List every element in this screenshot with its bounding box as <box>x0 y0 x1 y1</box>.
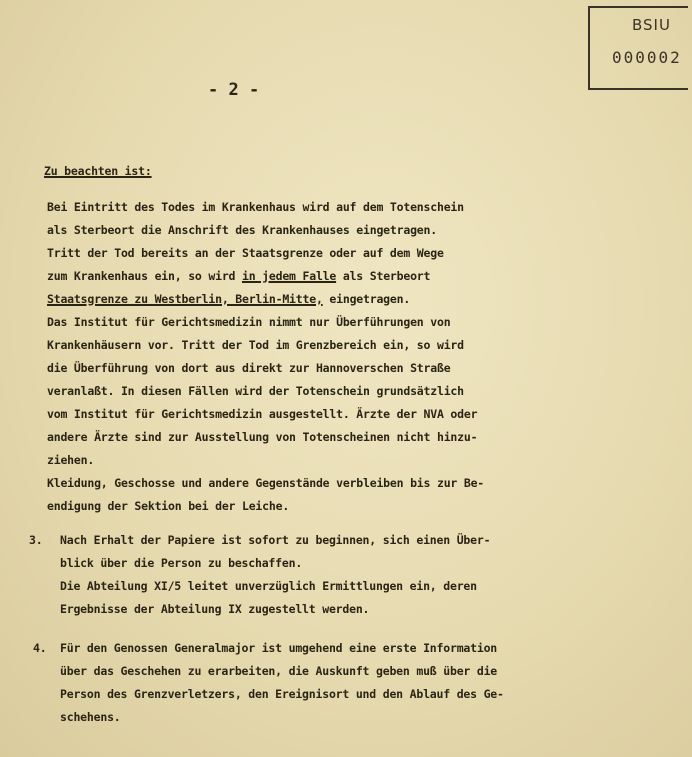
p1-line: endigung der Sektion bei der Leiche. <box>47 499 290 513</box>
p1-line <box>47 269 430 283</box>
p1-line: ziehen. <box>47 453 95 467</box>
p1-line <box>47 292 410 306</box>
item4-number: 4. <box>33 641 47 655</box>
p1-line: veranlaßt. In diesen Fällen wird der Totenschein grundsätzlich <box>47 384 464 398</box>
p1-text: zum Krankenhaus ein, so wird <box>47 269 242 283</box>
item4-line: schehens. <box>60 710 121 724</box>
item3-line: Die Abteilung XI/5 leitet unverzüglich Ermittlungen ein, deren <box>60 579 477 593</box>
stamp-number: 000002 <box>612 48 682 67</box>
item4-line: Für den Genossen Generalmajor ist umgehend eine erste Information <box>60 641 498 655</box>
item3-line: blick über die Person zu beschaffen. <box>60 556 303 570</box>
item4-line: Person des Grenzverletzers, den Ereignisort und den Ablauf des Ge- <box>60 687 504 701</box>
p1-underlined: in jedem Falle <box>241 269 337 283</box>
p1-line: vom Institut für Gerichtsmedizin ausgestellt. Ärzte der NVA oder <box>47 407 478 421</box>
item3-number: 3. <box>29 533 43 547</box>
heading: Zu beachten ist: <box>44 164 152 178</box>
p1-underlined: Staatsgrenze zu Westberlin, Berlin-Mitte, <box>47 292 323 306</box>
archive-stamp <box>588 6 688 90</box>
item3-line: Nach Erhalt der Papiere ist sofort zu beginnen, sich einen Über- <box>60 533 491 547</box>
p1-line: die Überführung von dort aus direkt zur Hannoverschen Straße <box>47 361 451 375</box>
p1-line: als Sterbeort die Anschrift des Krankenhauses eingetragen. <box>47 223 437 237</box>
p1-line: Bei Eintritt des Todes im Krankenhaus wird auf dem Totenschein <box>47 200 464 214</box>
item3-line: Ergebnisse der Abteilung IX zugestellt werden. <box>60 602 370 616</box>
p1-text: als Sterbeort <box>336 269 431 283</box>
p1-text: eingetragen. <box>322 292 411 306</box>
p1-line: andere Ärzte sind zur Ausstellung von Totenscheinen nicht hinzu- <box>47 430 478 444</box>
p1-line: Krankenhäusern vor. Tritt der Tod im Grenzbereich ein, so wird <box>47 338 464 352</box>
p1-line: Kleidung, Geschosse und andere Gegenstände verbleiben bis zur Be- <box>47 476 485 490</box>
page-number: - 2 - <box>208 80 260 100</box>
item4-line: über das Geschehen zu erarbeiten, die Auskunft geben muß über die <box>60 664 498 678</box>
p1-line: Tritt der Tod bereits an der Staatsgrenze oder auf dem Wege <box>47 246 444 260</box>
p1-line: Das Institut für Gerichtsmedizin nimmt nur Überführungen von <box>47 315 451 329</box>
stamp-org: BSIU <box>632 16 671 34</box>
